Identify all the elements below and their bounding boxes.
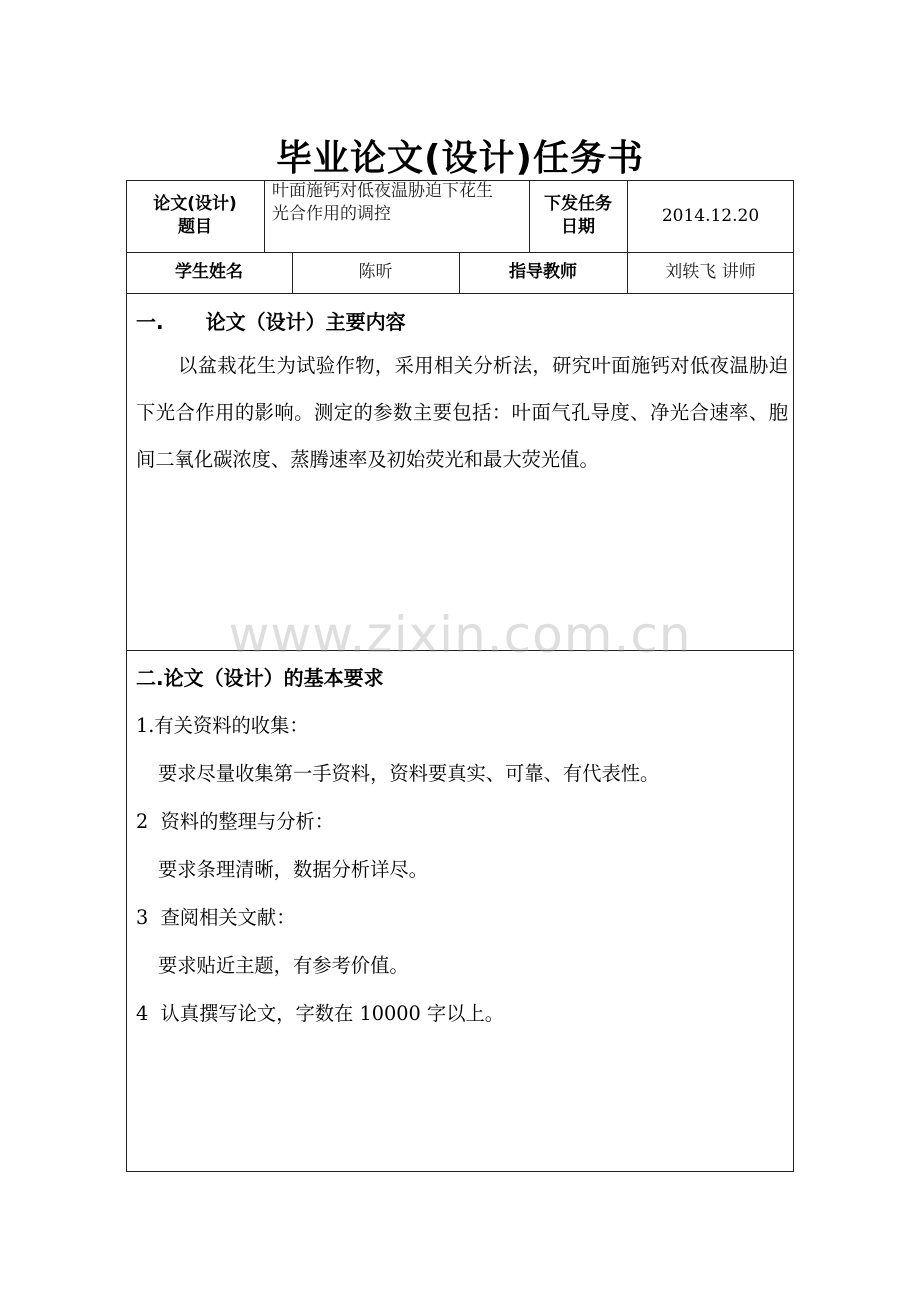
section2-heading: 二.论文（设计）的基本要求 [136,666,384,690]
requirement-item-detail: 要求条理清晰，数据分析详尽。 [158,858,428,881]
row-divider [126,293,794,294]
issue-date-label [529,180,627,252]
document-title: 毕业论文(设计)任务书 [276,138,644,179]
topic-value-line1: 叶面施钙对低夜温胁迫下花生 [272,181,493,201]
issue-date-label-line1: 下发任务 [544,194,612,214]
section1-body: 以盆栽花生为试验作物，采用相关分析法，研究叶面施钙对低夜温胁迫下光合作用的影响。测定的参数主要包括：叶面气孔导度、净光合速率、胞间二氧化碳浓度、蒸腾速率及初始荧光和最大荧光值。 [136,354,788,471]
advisor-value: 刘轶飞 讲师 [665,262,756,282]
requirement-item-detail: 要求贴近主题，有参考价值。 [158,954,409,977]
section1-title: 论文（设计）主要内容 [205,310,406,334]
watermark: www.zixin.com.cn [228,606,692,664]
student-name-label: 学生姓名 [175,262,243,282]
requirement-item-title: 3 查阅相关文献： [136,906,296,929]
topic-label-line2: 题目 [178,217,212,237]
issue-date-value: 2014.12.20 [661,205,760,226]
student-name-value: 陈昕 [358,262,393,282]
requirement-item-title: 1.有关资料的收集： [136,714,309,737]
issue-date-label-line2: 日期 [561,217,595,237]
topic-value-line2: 光合作用的调控 [272,204,391,224]
topic-label [126,180,264,252]
section1-heading [136,306,406,335]
advisor-label: 指导教师 [509,262,577,282]
section1-number: 一. [136,310,164,334]
requirement-item-title: 2 资料的整理与分析： [136,810,335,833]
requirement-item-title: 4 认真撰写论文，字数在 10000 字以上。 [136,1002,505,1025]
topic-value [264,180,529,252]
topic-label-line1: 论文(设计) [153,194,237,214]
requirement-item-detail: 要求尽量收集第一手资料，资料要真实、可靠、有代表性。 [158,762,660,785]
